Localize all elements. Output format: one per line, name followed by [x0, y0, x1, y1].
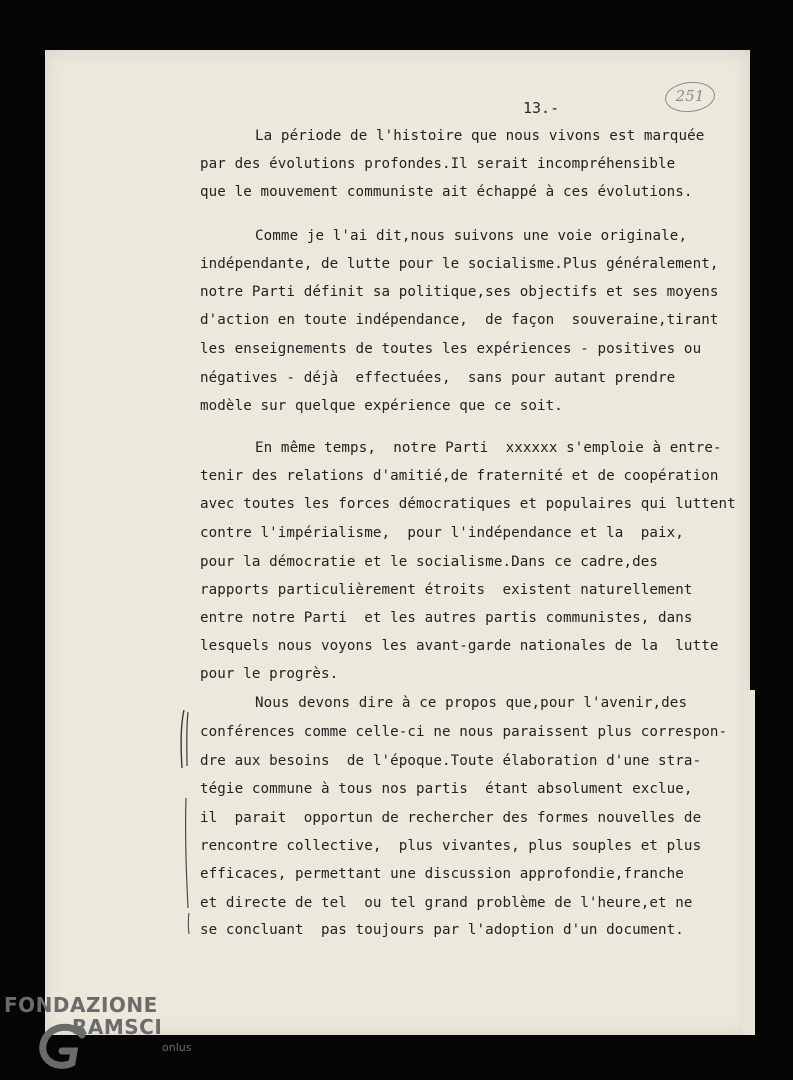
text-line: conférences comme celle-ci ne nous paraissent plus correspon-: [200, 724, 728, 740]
text-line: pour la démocratie et le socialisme.Dans ce cadre,des: [200, 554, 659, 570]
text-line: et directe de tel ou tel grand problème de l'heure,et ne: [200, 895, 693, 911]
watermark-line-1: FONDAZIONE: [4, 993, 158, 1017]
text-line: par des évolutions profondes.Il serait incompréhensible: [200, 156, 676, 172]
text-line: modèle sur quelque expérience que ce soit.: [200, 398, 563, 414]
text-line: que le mouvement communiste ait échappé à ces évolutions.: [200, 184, 693, 200]
text-line: les enseignements de toutes les expériences - positives ou: [200, 341, 702, 357]
text-line: tégie commune à tous nos partis étant absolument exclue,: [200, 781, 693, 797]
text-line: entre notre Parti et les autres partis communistes, dans: [200, 610, 693, 626]
text-line: rencontre collective, plus vivantes, plus souples et plus: [200, 838, 702, 854]
text-line: indépendante, de lutte pour le socialisme.Plus généralement,: [200, 256, 719, 272]
text-line: il parait opportun de rechercher des formes nouvelles de: [200, 810, 702, 826]
text-line: Nous devons dire à ce propos que,pour l'avenir,des: [255, 695, 688, 711]
text-line: dre aux besoins de l'époque.Toute élaboration d'une stra-: [200, 753, 702, 769]
text-line: se concluant pas toujours par l'adoption d'un document.: [200, 922, 684, 938]
archive-number: 251: [675, 87, 705, 105]
text-line: contre l'impérialisme, pour l'indépendance et la paix,: [200, 525, 684, 541]
text-line: En même temps, notre Parti xxxxxx s'emploie à entre-: [255, 440, 722, 456]
text-line: tenir des relations d'amitié,de fraternité et de coopération: [200, 468, 719, 484]
text-line: d'action en toute indépendance, de façon souveraine,tirant: [200, 312, 719, 328]
text-line: efficaces, permettant une discussion approfondie,franche: [200, 866, 684, 882]
text-line: lesquels nous voyons les avant-garde nationales de la lutte: [200, 638, 719, 654]
text-line: La période de l'histoire que nous vivons est marquée: [255, 128, 705, 144]
page-edge: [743, 690, 755, 1035]
text-line: Comme je l'ai dit,nous suivons une voie originale,: [255, 228, 688, 244]
margin-bracket-mark: [176, 708, 192, 938]
fondazione-gramsci-watermark: [4, 993, 204, 1075]
page-number: 13.-: [523, 99, 560, 117]
text-line: avec toutes les forces démocratiques et populaires qui luttent: [200, 496, 736, 512]
text-line: rapports particulièrement étroits existent naturellement: [200, 582, 693, 598]
watermark-suffix: onlus: [162, 1041, 192, 1054]
text-line: notre Parti définit sa politique,ses objectifs et ses moyens: [200, 284, 719, 300]
text-line: négatives - déjà effectuées, sans pour autant prendre: [200, 370, 676, 386]
text-line: pour le progrès.: [200, 666, 339, 682]
watermark-line-2: RAMSCI: [72, 1015, 163, 1039]
